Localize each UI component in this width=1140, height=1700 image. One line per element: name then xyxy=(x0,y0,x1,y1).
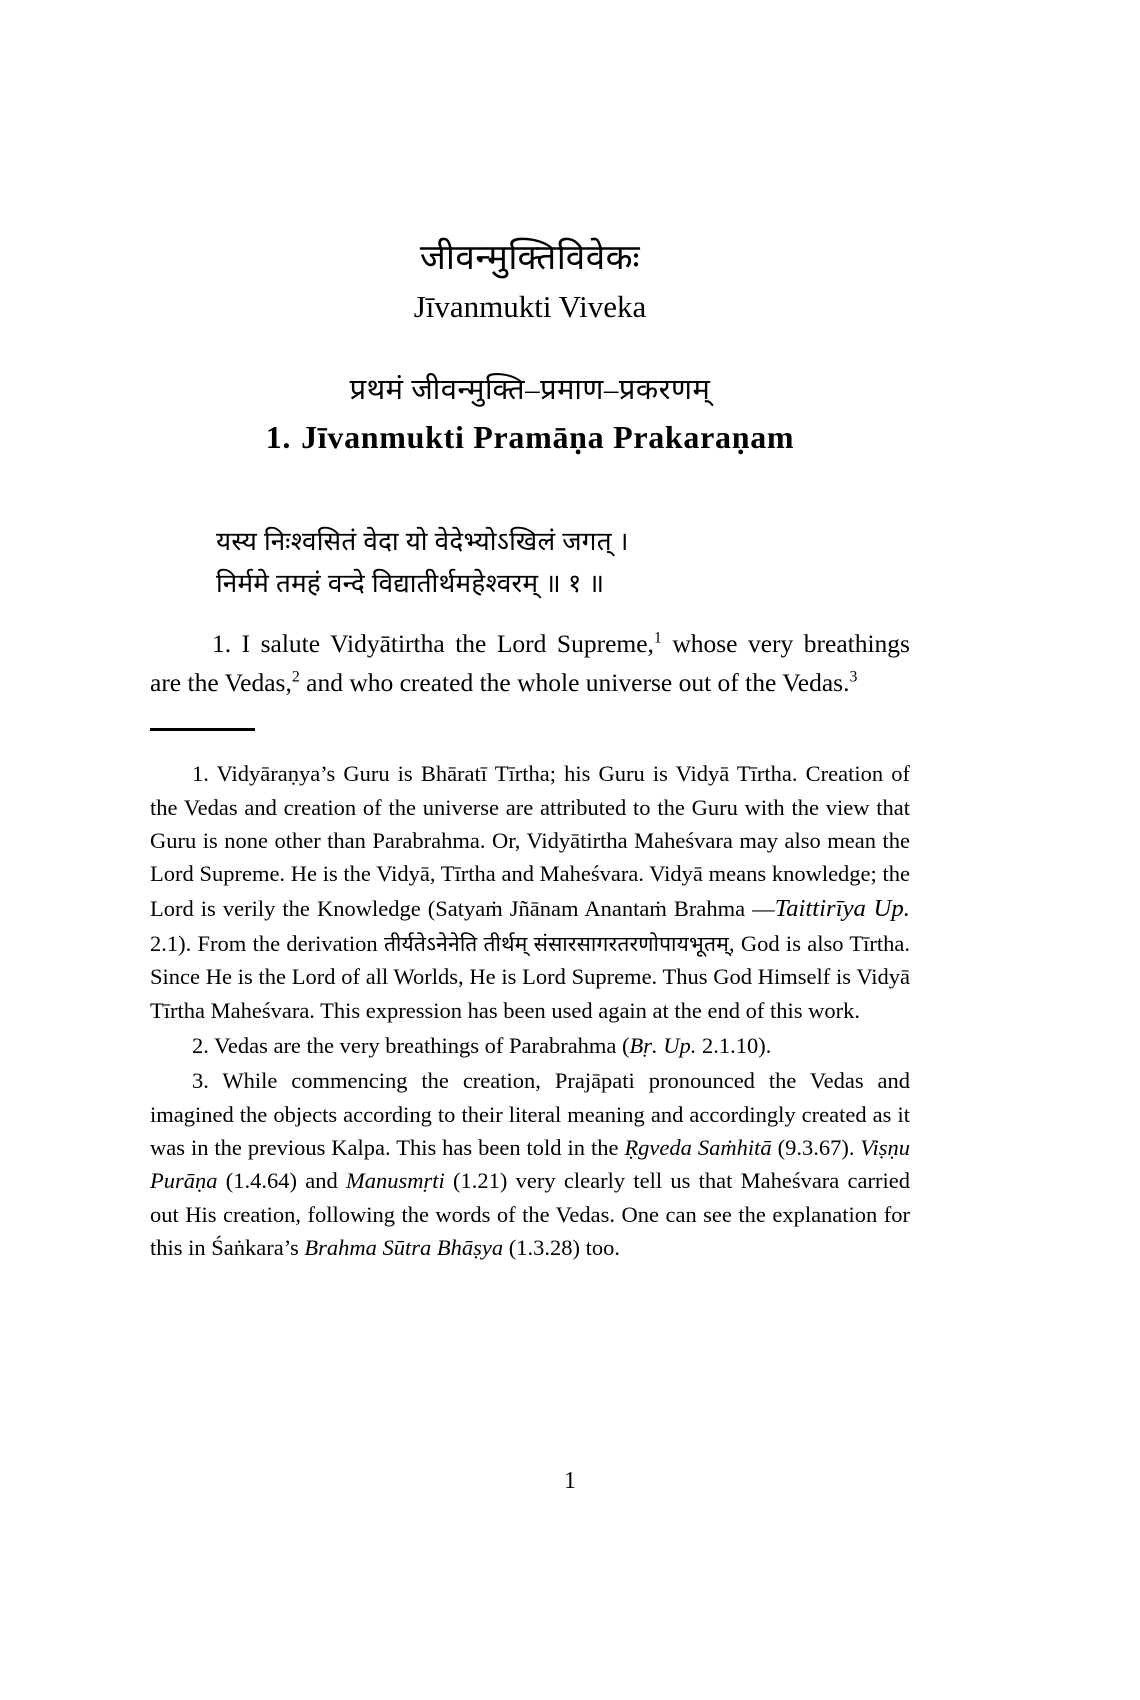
footnote-ref-2[interactable]: 2 xyxy=(291,668,300,686)
section-heading-roman xyxy=(150,418,910,456)
translation-segment-3: and who created the whole universe out of the Vedas. xyxy=(299,667,850,697)
footnote-1 xyxy=(150,757,910,1027)
footnote-2 xyxy=(150,1029,910,1062)
section-heading-devanagari: प्रथमं जीवन्मुक्ति–प्रमाण–प्रकरणम् xyxy=(349,374,711,407)
footnote-2-text-b: 2.1.10). xyxy=(696,1033,772,1059)
footnote-3-text-a: 3. While commencing the creation, Prajāpati pronounced the Vedas and imagined the objects according to their literal meaning and accordingly created as it was in the previous Kalpa. This has been told in the xyxy=(150,1068,910,1160)
footnote-3 xyxy=(150,1064,910,1264)
verse-translation xyxy=(150,625,910,703)
footnotes-block xyxy=(150,757,910,1264)
footnote-3-citation-rgveda: Ṛgveda Saṁhitā xyxy=(624,1134,772,1160)
footnote-1-text-b: 2.1). From the derivation xyxy=(150,931,384,957)
footnote-3-citation-visnu-purana: Viṣṇu Purāṇa xyxy=(150,1134,910,1194)
footnote-3-text-b: (9.3.67). xyxy=(771,1134,861,1160)
footnote-1-text-a: 1. Vidyāraṇya’s Guru is Bhāratī Tīrtha; his Guru is Vidyā Tīrtha. Creation of the Vedas and creation of the universe are attributed to the Guru with the view that Guru is none other than Parabrahma. Or, Vidyātirtha Maheśvara may also mean the Lord Supreme. He is the Vidyā, Tīrtha and Maheśvara. Vidyā means knowledge; the Lord is verily the Knowledge (Satyaṁ Jñānam Anantaṁ Brahma — xyxy=(150,761,910,921)
page-content xyxy=(150,0,910,1266)
footnote-3-text-c: (1.4.64) and xyxy=(217,1168,346,1194)
footnote-2-text-a: 2. Vedas are the very breathings of Parabrahma ( xyxy=(192,1033,630,1059)
translation-segment-2: whose very breathings are the Vedas, xyxy=(150,628,910,697)
footnote-1-text-c: , God is also Tīrtha. Since He is the Lord of all Worlds, He is Lord Supreme. Thus God Himself is Vidyā Tīrtha Maheśvara. This expression has been used again at the end of this work. xyxy=(150,931,910,1023)
footnote-3-text-e: (1.3.28) too. xyxy=(503,1234,620,1260)
footnote-ref-1[interactable]: 1 xyxy=(653,629,662,647)
footnote-separator-rule xyxy=(150,728,255,731)
sanskrit-verse xyxy=(150,521,910,605)
footnote-ref-3[interactable]: 3 xyxy=(849,668,858,686)
section-number: 1. xyxy=(265,419,292,456)
footnote-3-citation-brahma-sutra-bhasya: Brahma Sūtra Bhāṣya xyxy=(304,1234,504,1260)
footnote-1-citation-taittiriya: Taittirīya Up. xyxy=(774,894,910,922)
section-title-text: Jīvanmukti Pramāṇa Prakaraṇam xyxy=(301,419,795,456)
footnote-3-text-d: (1.21) very clearly tell us that Maheśvara carried out His creation, following the words of the Vedas. One can see the explanation for this in Śaṅkara’s xyxy=(150,1168,910,1260)
translation-segment-1: 1. I salute Vidyātirtha the Lord Supreme, xyxy=(212,628,654,658)
footnote-3-citation-manusmrti: Manusmṛti xyxy=(346,1168,445,1194)
book-title-roman: Jīvanmukti Viveka xyxy=(413,289,647,325)
verse-line-2: निर्ममे तमहं वन्दे विद्यातीर्थमहेश्वरम् ॥ १ ॥ xyxy=(216,568,605,598)
verse-line-1: यस्य निःश्वसितं वेदा यो वेदेभ्योऽखिलं जगत् । xyxy=(216,526,629,556)
page-number: 1 xyxy=(564,1468,576,1494)
book-title-devanagari: जीवन्मुक्तिविवेकः xyxy=(419,238,641,277)
footnote-2-citation-brhadaranyaka: Bṛ. Up. xyxy=(629,1033,697,1059)
footnote-1-devanagari-derivation: तीर्यतेऽनेनेति तीर्थम् संसारसागरतरणोपायभूतम् xyxy=(383,932,729,957)
